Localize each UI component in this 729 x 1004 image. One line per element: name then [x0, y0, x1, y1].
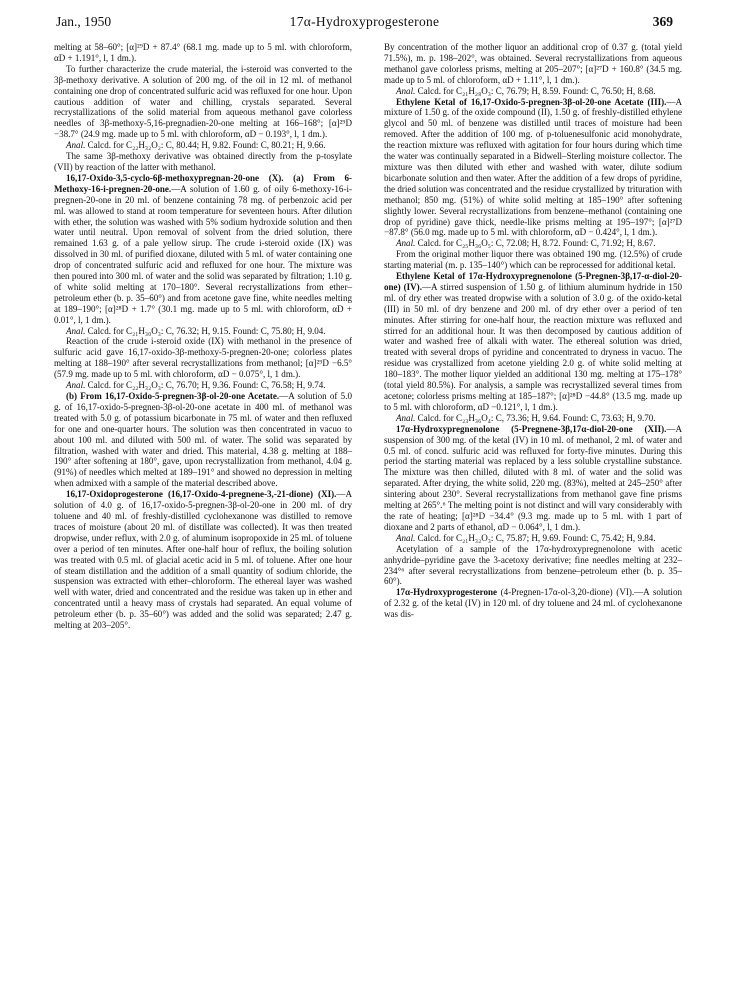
paragraph: [54, 151, 352, 173]
paragraph-text: —A solution of 5.0 g. of 16,17-oxido-5-pregnen-3β-ol-20-one acetate in 400 ml. of methanol was treated with 5.0 g. of potassium bicarbonate in 75 ml. of water and then refluxed for one and one-quarter hours. The solution was then concentrated in vacuo to about 100 ml. and diluted with 500 ml. of water. The solid was separated by filtration, washed with water and dried. This material, 4.38 g. melting at 188–190° after softening at 180°, gave, upon recrystallization from methanol, 4.04 g. (91%) of needles which melted at 189–191° and showed no depression in melting when admixed with a sample of the material described above.: [54, 391, 352, 489]
paragraph-text: —A stirred suspension of 1.50 g. of lithium aluminum hydride in 150 ml. of dry ether was treated dropwise with a solution of 3.0 g. of the oxido-ketal (III) in 50 ml. of dry benzene and 200 ml. of dry ether over a period of ten minutes. After stirring for one-half hour, the reaction mixture was refluxed and stirred for an additional hour. It was then decomposed by cautious addition of water and washed free of alkali with water. The ethereal solution was dried, treated with several drops of pyridine and concentrated to dryness in vacuo. The residue was crystallized from acetone yielding 2.0 g. of white solid melting at 180–183°. The mother liquor yielded an additional 130 mg. melting at 175–178° (total yield 80.5%). For analysis, a sample was recrystallized several times from acetone; colorless prisms melting at 185–187°; [α]²⁸D −44.8° (13.5 mg. made up to 5 ml. with chloroform, αD −0.121°, l, 1 dm.).: [384, 281, 682, 412]
paragraph-text: melting at 58–60°; [α]²⁹D + 87.4° (68.1 mg. made up to 5 ml. with chloroform, αD + 1.191°, l, 1 dm.).: [54, 42, 352, 63]
page-number: 369: [652, 14, 673, 29]
paragraph-text: Calcd. for C₂₂H₃₂O₂: C, 80.44; H, 9.82. Found: C, 80.21; H, 9.66.: [85, 140, 326, 151]
paragraph-text: Reaction of the crude i-steroid oxide (IX) with methanol in the presence of sulfuric acid gave 16,17-oxido-3β-methoxy-5-pregnen-20-one; colorless plates melting at 188–190° after several recrystallizations from methanol; [α]²⁹D −6.5° (57.9 mg. made up to 5 ml. with chloroform, αD − 0.075°, l, 1 dm.).: [54, 336, 352, 380]
section-heading: Ethylene Ketal of 17α-Hydroxypregnenolone (5-Pregnen-3β,17-α-diol-20-one) (IV).: [384, 271, 682, 292]
paragraph: [384, 42, 682, 86]
anal-label: Anal.: [66, 325, 86, 336]
section-heading: Ethylene Ketal of 16,17-Oxido-5-pregnen-3β-ol-20-one Acetate (III).: [396, 96, 667, 107]
paragraph: [54, 140, 352, 151]
paragraph-text: —A suspension of 300 mg. of the ketal (IV) in 10 ml. of methanol, 2 ml. of water and 0.5 ml. of concd. sulfuric acid was refluxed for forty-five minutes. During this period the starting material was replaced by a less soluble crystalline substance. The mixture was then chilled, diluted with 8 ml. of water and the solid was separated. After drying, the white solid, 220 mg. (83%), melted at 245–250° after sintering about 230°. Several recrystallizations from methanol gave fine prisms melting at 265°.⁶ The melting point is not distinct and will vary considerably with the rate of heating; [α]²⁸D −34.4° (9.3 mg. made up to 5 ml. with 1 part of dioxane and 2 parts of ethanol, αD − 0.064°, l, 1 dm.).: [384, 423, 682, 532]
section-heading: 17α-Hydroxypregnenolone (5-Pregnene-3β,17α-diol-20-one (XII).: [396, 423, 667, 434]
paragraph: [384, 86, 682, 97]
anal-label: Anal.: [396, 238, 416, 249]
paragraph-text: From the original mother liquor there was obtained 190 mg. (12.5%) of crude starting material (m. p. 135–140°) which can be reprocessed for additional ketal.: [384, 249, 682, 271]
paragraph: [54, 42, 352, 64]
paragraph-text: Calcd. for C₂₁H₂₈O₃: C, 76.79; H, 8.59. Found: C, 76.50; H, 8.68.: [415, 85, 656, 96]
paragraph-text: Calcd. for C₂₃H₃₆O₄: C, 73.36; H, 9.64. Found: C, 73.63; H, 9.70.: [415, 412, 656, 423]
running-title: 17α-Hydroxyprogesterone: [289, 14, 440, 29]
paragraph: [384, 249, 682, 271]
paragraph: [384, 424, 682, 533]
page-header: [56, 14, 673, 34]
paragraph-text: Calcd. for C₂₂H₃₂O₃: C, 76.70; H, 9.36. Found: C, 76.58; H, 9.74.: [85, 380, 326, 391]
paragraph-text: By concentration of the mother liquor an additional crop of 0.37 g. (total yield 71.5%), m. p. 198–202°, was obtained. Several recrystallizations from aqueous methanol gave colorless prisms, melting at 205–207°; [α]²⁷D + 160.8° (34.5 mg. made up to 5 ml. of chloroform, αD + 1.11°, l, 1 dm.).: [384, 42, 682, 85]
paragraph: [384, 271, 682, 413]
anal-label: Anal.: [396, 85, 416, 96]
paragraph: [384, 238, 682, 249]
paragraph-text: The same 3β-methoxy derivative was obtained directly from the p-tosylate (VII) by reaction of the latter with methanol.: [54, 151, 352, 172]
left-column: [54, 42, 352, 631]
paragraph: [54, 489, 352, 631]
section-heading: 16,17-Oxido-3,5-cyclo-6β-methoxypregnan-20-one (X). (a) From 6-Methoxy-16-i-pregnen-20-one.: [54, 172, 352, 194]
issue-date: Jan., 1950: [56, 14, 112, 29]
paragraph: [384, 544, 682, 588]
paragraph: [384, 587, 682, 620]
paragraph: [54, 380, 352, 391]
anal-label: Anal.: [396, 532, 416, 543]
paragraph-text: Acetylation of a sample of the 17α-hydroxypregnenolone with acetic anhydride–pyridine gave the 3-acetoxy derivative; fine needles melting at 232–234°⁶ after several recrystallizations from benzene–petroleum ether (b. p. 35–60°).: [384, 543, 682, 587]
paragraph-text: Calcd. for C₂₅H₃₆O₅: C, 72.08; H, 8.72. Found: C, 71.92; H, 8.67.: [415, 238, 656, 249]
anal-label: Anal.: [66, 140, 86, 151]
paragraph: [384, 413, 682, 424]
paragraph-text: Calcd. for C₂₁H₃₂O₃: C, 75.87; H, 9.69. Found: C, 75.42; H, 9.84.: [415, 532, 656, 543]
paragraph: [54, 64, 352, 140]
paragraph: [54, 173, 352, 326]
paragraph: [54, 336, 352, 380]
right-column: [384, 42, 682, 620]
paragraph: [384, 533, 682, 544]
paragraph: [384, 97, 682, 239]
paragraph: [54, 391, 352, 489]
paragraph: [54, 326, 352, 337]
section-heading: 17α-Hydroxyprogesterone: [396, 587, 498, 598]
section-heading: 16,17-Oxidoprogesterone (16,17-Oxido-4-pregnene-3,-21-dione) (XI).: [66, 489, 337, 500]
paragraph-text: —A mixture of 1.50 g. of the oxide compound (II), 1.50 g. of freshly-distilled ethylene glycol and 50 ml. of benzene was distilled until traces of moisture had been removed. After the addition of 100 mg. of p-toluenesulfonic acid monohydrate, the reaction mixture was refluxed with agitation for four hours during which time the water was continually separated in a Bidwell–Sterling moisture collector. The mixture was then diluted with ether and washed with water, dilute sodium bicarbonate solution and then water. After the addition of a few drops of pyridine, the dried solution was concentrated and the residue crystallized by trituration with methanol; 850 mg. (51%) of white solid melting at 185–190° after softening slightly lower. Several recrystallizations from benzene–methanol (containing one drop of pyridine) gave thick, needle-like prisms melting at 195–197°; [α]²⁷D −87.8° (56.0 mg. made up to 5 ml. with chloroform, αD − 0.424°, l, 1 dm.).: [384, 96, 682, 238]
paragraph-text: —A solution of 4.0 g. of 16,17-oxido-5-pregnen-3β-ol-20-one in 200 ml. of dry toluene and 40 ml. of freshly-distilled cyclohexanone was distilled to remove traces of moisture (about 20 ml. of distillate was collected). It was then treated dropwise, under reflux, with 2.0 g. of aluminum isopropoxide in 25 ml. of toluene over a period of ten minutes. After one-half hour of reflux, the boiling solution was treated with 0.5 ml. of glacial acetic acid in 5 ml. of toluene. After one hour of steam distillation and the addition of a small quantity of sodium chloride, the suspension was extracted with ether–chloroform. The ethereal layer was washed well with water, dried and concentrated and the residue was taken up in ether and concentrated until a heavy mass of crystals had separated. An equal volume of petroleum ether (b. p. 35–60°) was added and the solid was separated; 2.47 g. melting at 203–205°.: [54, 489, 352, 631]
paragraph-text: To further characterize the crude material, the i-steroid was converted to the 3β-methoxy derivative. A solution of 200 mg. of the oil in 12 ml. of methanol containing one drop of concentrated sulfuric acid was refluxed for one hour. Upon cautious addition of water and chilling, crystals separated. Several recrystallizations of the solid material from aqueous methanol gave colorless needles of 3β-methoxy-5,16-pregnadien-20-one melting at 166–168°; [α]²⁹D −38.7° (24.9 mg. made up to 5 ml. with chloroform, αD − 0.193°, l, 1 dm.).: [54, 63, 352, 140]
anal-label: Anal.: [396, 412, 416, 423]
anal-label: Anal.: [66, 380, 86, 391]
paragraph-text: —A solution of 1.60 g. of oily 6-methoxy-16-i-pregnen-20-one in 20 ml. of benzene containing 78 mg. of perbenzoic acid per ml. was allowed to stand at room temperature for seventeen hours. After dilution with ether, the solution was washed with 5% sodium hydroxide solution and then water until neutral. Upon removal of solvent from the dried solution, there remained 1.63 g. of a pale yellow sirup. The crude i-steroid oxide (IX) was dissolved in 30 ml. of purified dioxane, diluted with 5 ml. of water containing one drop of concentrated sulfuric acid and refluxed for one hour. The mixture was then poured into 300 ml. of water and the solid was separated by filtration; 1.10 g. of white solid melting at 170–180°. Several recrystallizations from ether–petroleum ether (b. p. 35–60°) and from acetone gave fine, white needles melting at 189–190°; [α]²⁸D + 1.7° (30.1 mg. made up to 5 ml. with chloroform, αD + 0.01°, l, 1 dm.).: [54, 183, 352, 325]
paragraph-text: Calcd. for C₂₁H₃₀O₃: C, 76.32; H, 9.15. Found: C, 75.80; H, 9.04.: [85, 325, 326, 336]
section-heading: (b) From 16,17-Oxido-5-pregnen-3β-ol-20-one Acetate.: [66, 391, 280, 401]
paragraph-text: (4-Pregnen-17α-ol-3,20-dione) (VI).—A solution of 2.32 g. of the ketal (IV) in 120 ml. of dry toluene and 24 ml. of cyclohexanone was dis-: [384, 587, 682, 620]
